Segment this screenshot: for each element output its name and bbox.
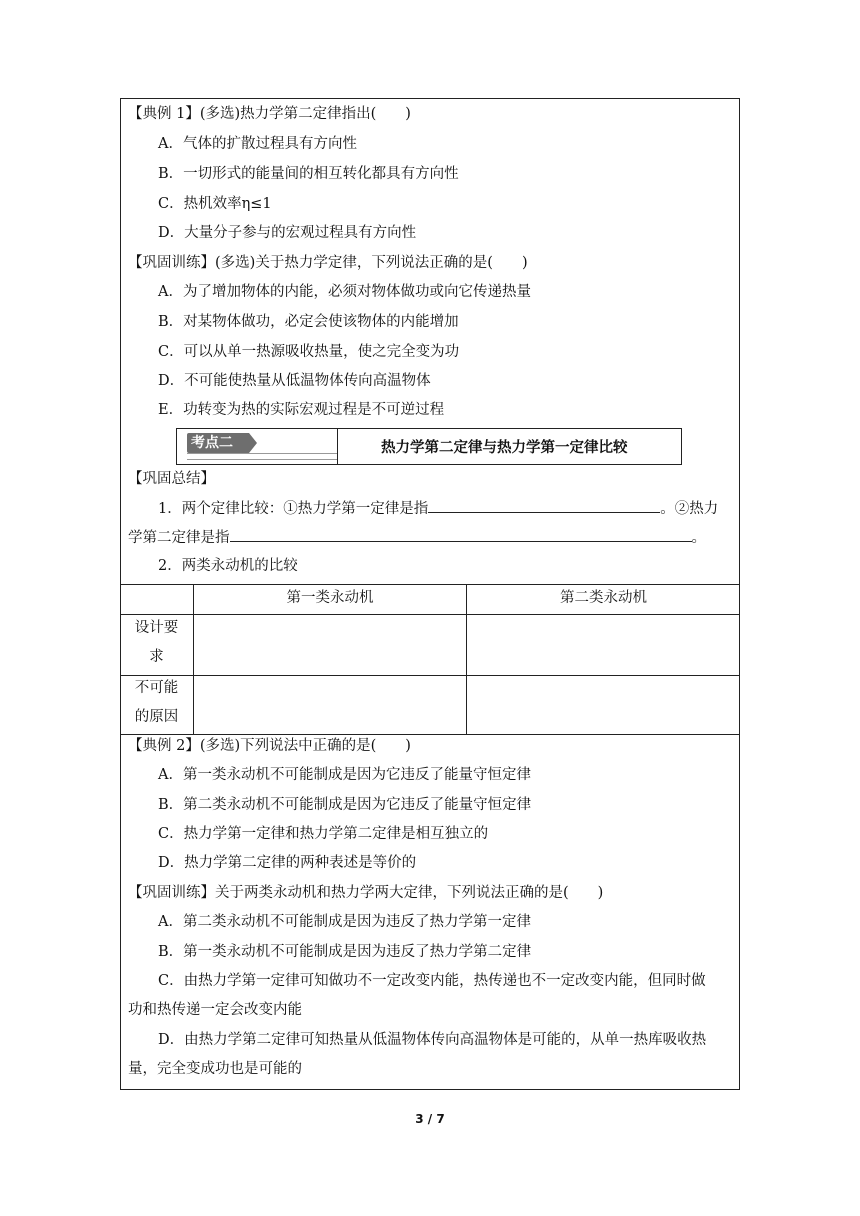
table-header-type2: 第二类永动机 [560,590,647,606]
practice1-option-a: A．为了增加物体的内能，必须对物体做功或向它传递热量 [158,284,531,300]
example2-option-d: D．热力学第二定律的两种表述是等价的 [158,855,417,871]
badge-underline [187,453,337,460]
practice2-option-c-line1: C．由热力学第一定律可知做功不一定改变内能，热传递也不一定改变内能，但同时做 [158,973,706,989]
example2-option-c: C．热力学第一定律和热力学第二定律是相互独立的 [158,826,489,842]
practice2-option-d-line1: D．由热力学第二定律可知热量从低温物体传向高温物体是可能的，从单一热库吸收热 [158,1032,707,1048]
practice2-title: 【巩固训练】关于两类永动机和热力学两大定律，下列说法正确的是( ) [128,885,604,901]
example1-title: 【典例 1】(多选)热力学第二定律指出( ) [128,106,411,122]
table-row1-label-line2: 求 [149,649,164,665]
table-top-border [120,584,740,585]
practice2-option-c-line2: 功和热传递一定会改变内能 [128,1002,302,1018]
summary-item1-line1 [158,498,718,519]
section-title: 热力学第二定律与热力学第一定律比较 [381,440,628,456]
practice1-option-c: C．可以从单一热源吸收热量，使之完全变为功 [158,344,460,360]
summary-item1-line2 [128,527,706,548]
header-divider [337,429,338,464]
table-bottom-border [120,734,740,735]
table-row-border [120,675,740,676]
practice2-option-b: B．第一类永动机不可能制成是因为违反了热力学第二定律 [158,944,532,960]
summary-item2: 2．两类永动机的比较 [158,558,298,574]
example1-option-c: C．热机效率η≤1 [158,196,272,212]
summary-item1-suffix: 。②热力 [660,501,719,517]
section-header-box [176,428,682,465]
summary-item1-end: 。 [691,530,706,546]
summary-item1-text: 1．两个定律比较：①热力学第一定律是指 [158,501,429,517]
example1-option-b: B．一切形式的能量间的相互转化都具有方向性 [158,166,459,182]
summary-title: 【巩固总结】 [128,471,215,487]
section-badge: 考点二 [187,433,249,453]
practice1-option-e: E．功转变为热的实际宏观过程是不可逆过程 [158,402,445,418]
fill-blank-2[interactable] [230,527,692,542]
table-row2-label-line1: 不可能 [134,680,179,696]
table-header-border [120,614,740,615]
example2-option-b: B．第二类永动机不可能制成是因为它违反了能量守恒定律 [158,797,532,813]
fill-blank-1[interactable] [428,498,660,513]
practice1-title: 【巩固训练】(多选)关于热力学定律，下列说法正确的是( ) [128,255,528,271]
table-header-type1: 第一类永动机 [286,590,374,606]
practice2-option-a: A．第二类永动机不可能制成是因为违反了热力学第一定律 [158,914,531,930]
example2-option-a: A．第一类永动机不可能制成是因为它违反了能量守恒定律 [158,767,531,783]
example2-title: 【典例 2】(多选)下列说法中正确的是( ) [128,738,411,754]
page-number: 3 / 7 [415,1112,445,1126]
table-row2-label-line2: 的原因 [134,709,179,725]
example1-option-a: A．气体的扩散过程具有方向性 [158,136,357,152]
summary-item1-text2: 学第二定律是指 [128,530,230,546]
practice2-option-d-line2: 量，完全变成功也是可能的 [128,1061,302,1077]
table-row1-label-line1: 设计要 [134,620,179,636]
example1-option-d: D．大量分子参与的宏观过程具有方向性 [158,225,417,241]
practice1-option-d: D．不可能使热量从低温物体传向高温物体 [158,373,431,389]
practice1-option-b: B．对某物体做功，必定会使该物体的内能增加 [158,314,459,330]
